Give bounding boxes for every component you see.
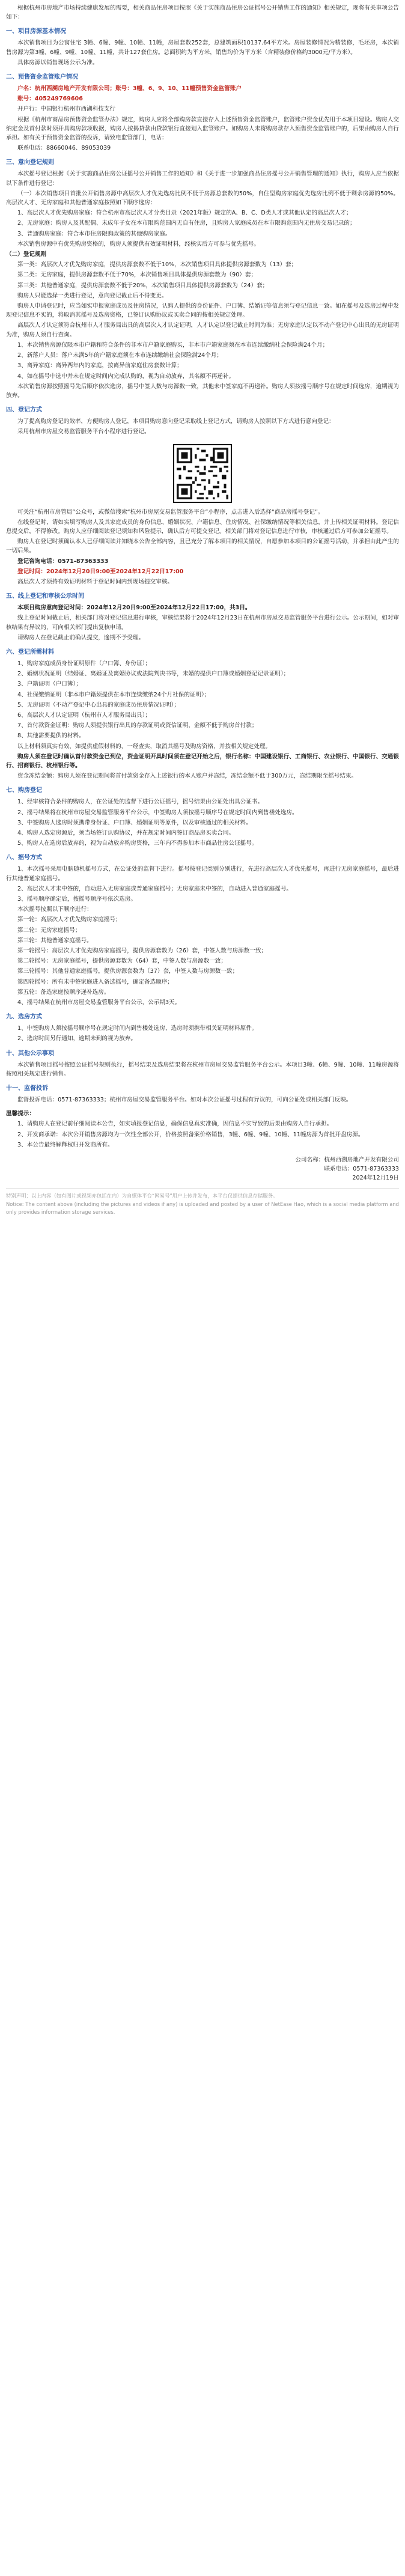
section-9-p2: 2、选房时间另行通知，逾期未到的视为放弃。 — [17, 1035, 136, 1043]
section-3-p4: 3、普通购房家庭：符合本市住房限购政策的其他购房家庭。 — [17, 230, 171, 237]
section-4-p1: 为了提高购房登记的效率，方便购房人登记，本项目购房意向登记采取线上登记方式，请购房人按照以下方式进行意向登记： — [17, 418, 335, 425]
section-3-p7: 第二类：无房家庭，提供房源套数不低于70%，本次销售项目具体提供房源套数为（90）套； — [17, 272, 257, 279]
section-3-p9: 购房人只能选择一类进行登记，意向登记截止后不得变更。 — [17, 292, 168, 299]
section-6-title: 六、登记所需材料 — [6, 648, 54, 656]
section-9-p1: 1、中签购房人须按摇号顺序号在规定时间内到售楼处选房，选房时须携带相关证明材料原件。 — [17, 1025, 258, 1032]
section-4-time: 登记时间：2024年12月20日9:00至2024年12月22日17:00 — [17, 568, 184, 575]
section-3-p8: 第三类：其他普通家庭，提供房源套数不低于20%，本次销售项目具体提供房源套数为（24）套； — [17, 282, 269, 289]
section-6-p5: 5、无房证明（不动产登记中心出具的家庭成员住房情况证明）； — [17, 701, 180, 708]
section-3-p11: 高层次人才认定须符合杭州市人才服务局出具的高层次人才认定证明，人才认定以登记截止时间为准；无房家庭认定以不动产登记中心出具的无房证明为准，购房人须自行查询。 — [6, 322, 399, 338]
section-3-p12: 1、本次销售房源仅限本市户籍和符合条件的非本市户籍家庭购买，非本市户籍家庭须在本市连续缴纳社会保险满24个月； — [17, 341, 329, 349]
footer-statement-en: Notice: The content above (including the pictures and videos if any) is uploaded and posted by a user of NetEase Hao, which is a social media platform and only provides information storage services. — [6, 1201, 399, 1215]
section-5-p1: 本项目购房意向登记时间：2024年12月20日9:00至2024年12月22日17:00，共3日。 — [17, 604, 251, 612]
section-3-sub2: （二）登记规则 — [6, 251, 47, 258]
section-2-account-number: 账号：405249769606 — [17, 96, 83, 103]
section-8-p13: 4、摇号结果在杭州市房屋交易监管服务平台公示，公示期3天。 — [17, 999, 181, 1006]
section-3-p15: 4、如在摇号中选中并未在规定时间内完成认购的，视为自动放弃，其名额不再递补。 — [17, 373, 235, 380]
section-3-title: 三、意向登记规则 — [6, 159, 54, 166]
section-3-p2: 1、高层次人才优先购房家庭：符合杭州市高层次人才分类目录（2021年版）规定的A、B、C、D类人才或其他认定的高层次人才； — [17, 210, 352, 217]
section-1-title: 一、项目房源基本情况 — [6, 28, 66, 35]
section-7-p3: 3、中签购房人选房时须携带身份证、户口簿、婚姻证明等原件，以及审核通过的相关材料。 — [17, 819, 252, 826]
section-7-p2: 2、摇号结果将在杭州市房屋交易监管服务平台公示，中签购房人须按摇号顺序号在规定时间内到售楼处选房。 — [17, 809, 298, 816]
section-6-p8: 8、其他需要提供的材料。 — [17, 732, 85, 740]
section-4-p5: 购房人在登记时须确认本人已仔细阅读并知晓本公告全部内容，且已充分了解本项目的相关情况，自愿参加本项目的公证摇号活动，并承担由此产生的一切后果。 — [6, 538, 399, 555]
section-8-p12: 第五轮：备选家庭按顺序递补选房。 — [17, 988, 110, 996]
section-10-p1: 本次销售项目摇号按照公证摇号规则执行，摇号结果及选房结果将在杭州市房屋交易监管服务平台公示。本项目3幢、6幢、9幢、10幢、11幢房源将按照相关规定进行销售。 — [6, 1061, 399, 1077]
signature-block — [6, 1156, 399, 1183]
intro-paragraph: 根据杭州市房地产市场持续健康发展的需要，相关商品住房项目按照《关于实施商品住房公证摇号公开销售工作的通知》相关规定，现将有关事项公告如下： — [6, 5, 399, 21]
section-6-p3: 3、户籍证明（户口簿）； — [17, 681, 82, 688]
section-6-p11: 资金冻结金额：购房人须在登记期间将首付款资金存入上述银行的本人账户并冻结，冻结金额不低于300万元，冻结期限至摇号结束。 — [17, 773, 358, 780]
section-8-p9: 第二轮摇号：无房家庭摇号，提供房源套数为（64）套，中签人数与房源数一致； — [17, 958, 227, 965]
section-7-p5: 5、购房人在选房后放弃的，视为自动放弃购房资格，三年内不得参加本市商品住房公证摇号。 — [17, 840, 258, 847]
footer-statement-cn: 特别声明：以上内容（如有图片或视频亦包括在内）为自媒体平台“网易号”用户上传并发布，本平台仅提供信息存储服务。 — [6, 1192, 278, 1199]
section-6-p9: 以上材料须真实有效，如提供虚假材料的，一经查实，取消其摇号及购房资格，并按相关规定处理。 — [17, 743, 272, 750]
signature-date: 2024年12月19日 — [352, 1175, 399, 1182]
section-6-p2: 2、婚姻状况证明（结婚证、离婚证及离婚协议或法院判决书等，未婚的提供户口簿或婚姻登记记录证明）； — [17, 671, 290, 678]
notes-p3: 3、本公告最终解释权归开发商所有。 — [17, 1141, 114, 1148]
section-5-p3: 请购房人在登记截止前确认提交，逾期不予受理。 — [17, 634, 145, 641]
section-2-account-name: 户名：杭州西溯房地产开发有限公司；账号：3幢、6、9、10、11幢预售资金监管账户 — [17, 85, 242, 93]
section-8-p2: 2、高层次人才未中签的，自动进入无房家庭或普通家庭摇号；无房家庭未中签的，自动进入普通家庭摇号。 — [17, 885, 293, 892]
section-4-phone: 登记咨询电话：0571-87363333 — [17, 558, 109, 565]
section-8-p3: 3、摇号顺序确定后，按摇号顺序号依次选房。 — [17, 896, 136, 903]
section-2-p4: 根据《杭州市商品房预售资金监管办法》规定，购房人应将全部购房款直接存入上述预售资金监管账户，监管账户资金优先用于本项目建设。购房人交纳定金及首付款时须开具购房款项收据，购房人按揭贷款由贷款银行直接划入监管账户。如购房人未将购房款存入预售资金监管账户的，后果由购房人自行承担。如有关于预售资金监管的投诉，请致电监管部门，电话： — [6, 116, 399, 142]
section-8-p1: 1、本次摇号采用电脑随机摇号方式，在公证处的监督下进行。摇号按登记类别分别进行，先进行高层次人才优先摇号，再进行无房家庭摇号，最后进行其他普通家庭摇号。 — [6, 866, 399, 882]
section-1-p1: 本次销售项目为公寓住宅 3幢、6幢、9幢、10幢、11幢，房屋套数252套，总建筑面积10137.64平方米。房屋装修情况为精装修，毛坯房，本次销售房源为第3幢、6幢、9幢、10幢、11幢，共计127套住房。总面积约为平方米，销售均价为平方米（含精装修价格约3000元/平方米）。 — [6, 40, 399, 56]
notes-title: 温馨提示： — [6, 1110, 35, 1118]
section-10-title: 十、其他公示事项 — [6, 1050, 54, 1057]
section-8-p10: 第三轮摇号：其他普通家庭摇号，提供房源套数为（37）套，中签人数与房源数一致； — [17, 968, 239, 975]
signature-company: 公司名称：杭州西溯房地产开发有限公司 — [295, 1157, 399, 1164]
section-3-p3: 2、无房家庭：购房人及其配偶、未成年子女在本市限购范围内无自有住房，且购房人家庭成员在本市限购范围内无住房交易记录的； — [17, 220, 356, 227]
section-8-p6: 第二轮：无房家庭摇号； — [17, 927, 81, 934]
section-3-p13: 2、新落户人员：落户未满5年的户籍家庭须在本市连续缴纳社会保险满24个月； — [17, 352, 223, 359]
section-5-title: 五、线上登记和审核公示时间 — [6, 593, 84, 600]
section-2-bank: 开户行：中国银行杭州市西湖科技支行 — [17, 106, 116, 113]
section-11-title: 十一、监督投诉 — [6, 1085, 48, 1092]
section-5-p2: 线上登记时间截止后，相关部门将对登记信息进行审核，审核结果将于2024年12月23日在杭州市房屋交易监管服务平台进行公示。公示期间，如对审核结果有异议的，可向相关部门提出复核申请。 — [6, 615, 399, 631]
section-7-p1: 1、经审核符合条件的购房人，在公证处的监督下进行公证摇号，摇号结果由公证处出具公证书。 — [17, 799, 264, 806]
section-8-p8: 第一轮摇号：高层次人才优先购房家庭摇号，提供房源套数为（26）套，中签人数与房源数一致； — [17, 948, 267, 955]
section-4-p2: 采用杭州市房屋交易监管服务平台小程序进行登记。 — [17, 428, 150, 436]
section-6-p1: 1、购房家庭成员身份证明原件（户口簿、身份证）； — [17, 660, 151, 667]
section-6-p6: 6、高层次人才认定证明（杭州市人才服务局出具）； — [17, 711, 151, 719]
section-11-p1: 监督投诉电话：0571-87363333；杭州市房屋交易监管服务平台。如对本次公证摇号过程有异议的，可向公证处或相关部门反映。 — [17, 1097, 352, 1104]
notes-p1: 1、请购房人在登记前仔细阅读本公告，如实填报登记信息，确保信息真实准确，因信息不实导致的后果由购房人自行承担。 — [17, 1121, 333, 1128]
section-3-p6: 第一类：高层次人才优先购房家庭，提供房源套数不低于10%，本次销售项目具体提供房源套数为（13）套； — [17, 261, 297, 269]
section-3-p14: 3、离异家庭：离异两年内的家庭，按离异前家庭住房套数计算； — [17, 362, 183, 370]
qr-code-block — [6, 444, 399, 503]
signature-phone: 联系电话：0571-87363333 — [324, 1166, 399, 1173]
section-8-title: 八、摇号方式 — [6, 854, 42, 862]
section-2-phone: 联系电话：88660046、89053039 — [17, 145, 111, 152]
section-3-p10: 购房人申请登记时，应当如实申报家庭成员及住房情况，认购人提供的身份证件、户口簿、结婚证等信息须与登记信息一致。如在摇号及选房过程中发现登记信息不实的，将取消其摇号及选房资格，已签订认购协议或买卖合同的按相关规定处理。 — [6, 303, 399, 319]
section-8-p11: 第四轮摇号：所有未中签家庭进入备选摇号，确定备选顺序； — [17, 978, 174, 985]
section-3-sub1: （一）本次销售项目首批公开销售房源中高层次人才优先选房比例不低于房源总套数的50%，自住型购房家庭优先选房比例不低于剩余房源的50%。高层次人才、无房家庭和其他普通家庭按照如下顺序选房： — [6, 190, 399, 207]
section-9-title: 九、选房方式 — [6, 1014, 42, 1021]
section-7-p4: 4、购房人选定房源后，须当场签订认购协议，并在规定时间内签订商品房买卖合同。 — [17, 830, 235, 836]
section-6-p7: 7、首付款资金证明：购房人须提供银行出具的存款证明或资信证明，金额不低于购房首付款； — [17, 722, 258, 729]
qr-code-icon — [174, 445, 231, 502]
notes-p2: 2、开发商承诺：本次公开销售房源均为一次性全部公开，价格按照备案价格销售，3幢、6幢、9幢、10幢、11幢房源为首批开盘房源。 — [17, 1131, 364, 1138]
section-3-p1: 本次摇号登记根据《关于实施商品住房公证摇号公开销售工作的通知》和《关于进一步加强商品住房摇号公开销售管理的通知》执行，购房人应当依据以下条件进行登记： — [6, 171, 399, 187]
section-4-p4: 在线登记时，请如实填写购房人及其家庭成员的身份信息、婚姻状况、户籍信息、住房情况、社保缴纳情况等相关信息，并上传相关证明材料。登记信息提交后，不得修改。购房人应仔细阅读登记须知和风险提示，确认后方可提交登记。相关部门将对登记信息进行审核，审核通过后方可参加公证摇号。 — [6, 519, 399, 535]
section-8-p4: 本次摇号按照以下顺序进行： — [17, 906, 93, 913]
qr-code-image[interactable] — [173, 444, 232, 503]
section-8-p7: 第三轮：其他普通家庭摇号。 — [17, 937, 93, 944]
section-2-title: 二、预售资金监管账户情况 — [6, 74, 78, 81]
section-3-p5: 本次销售房源中有优先购房资格的，购房人须提供有效证明材料，经核实后方可参与优先摇号。 — [17, 240, 260, 248]
section-8-p5: 第一轮：高层次人才优先购房家庭摇号； — [17, 916, 121, 924]
section-1-p2: 具体房源以销售现场公示为准。 — [17, 59, 99, 66]
footer-disclaimer — [6, 1188, 399, 1216]
section-3-p16: 本次销售房源按照摇号先后顺序依次选房，摇号中签人数与房源数一致，其他未中签家庭不再递补。购房人须按摇号顺序号在规定时间选房，逾期视为放弃。 — [6, 383, 399, 399]
section-6-p10: 购房人须在登记时确认首付款资金已到位，资金证明开具时间须在登记开始之后，银行名称：中国建设银行、工商银行、农业银行、中国银行、交通银行、招商银行、杭州银行等。 — [6, 753, 399, 769]
document-page — [0, 0, 405, 1223]
section-6-p4: 4、社保缴纳证明（非本市户籍须提供在本市连续缴纳24个月社保的证明）； — [17, 691, 210, 698]
section-7-title: 七、购房登记 — [6, 787, 42, 794]
section-4-p8: 高层次人才须持有效证明材料于登记时间内到现场提交审核。 — [17, 578, 174, 585]
section-4-title: 四、登记方式 — [6, 407, 42, 414]
section-4-p3: 可关注“杭州市房管局”公众号，或微信搜索“杭州市房屋交易监管服务平台”小程序，点击进入后选择“商品房摇号登记”。 — [17, 508, 324, 516]
